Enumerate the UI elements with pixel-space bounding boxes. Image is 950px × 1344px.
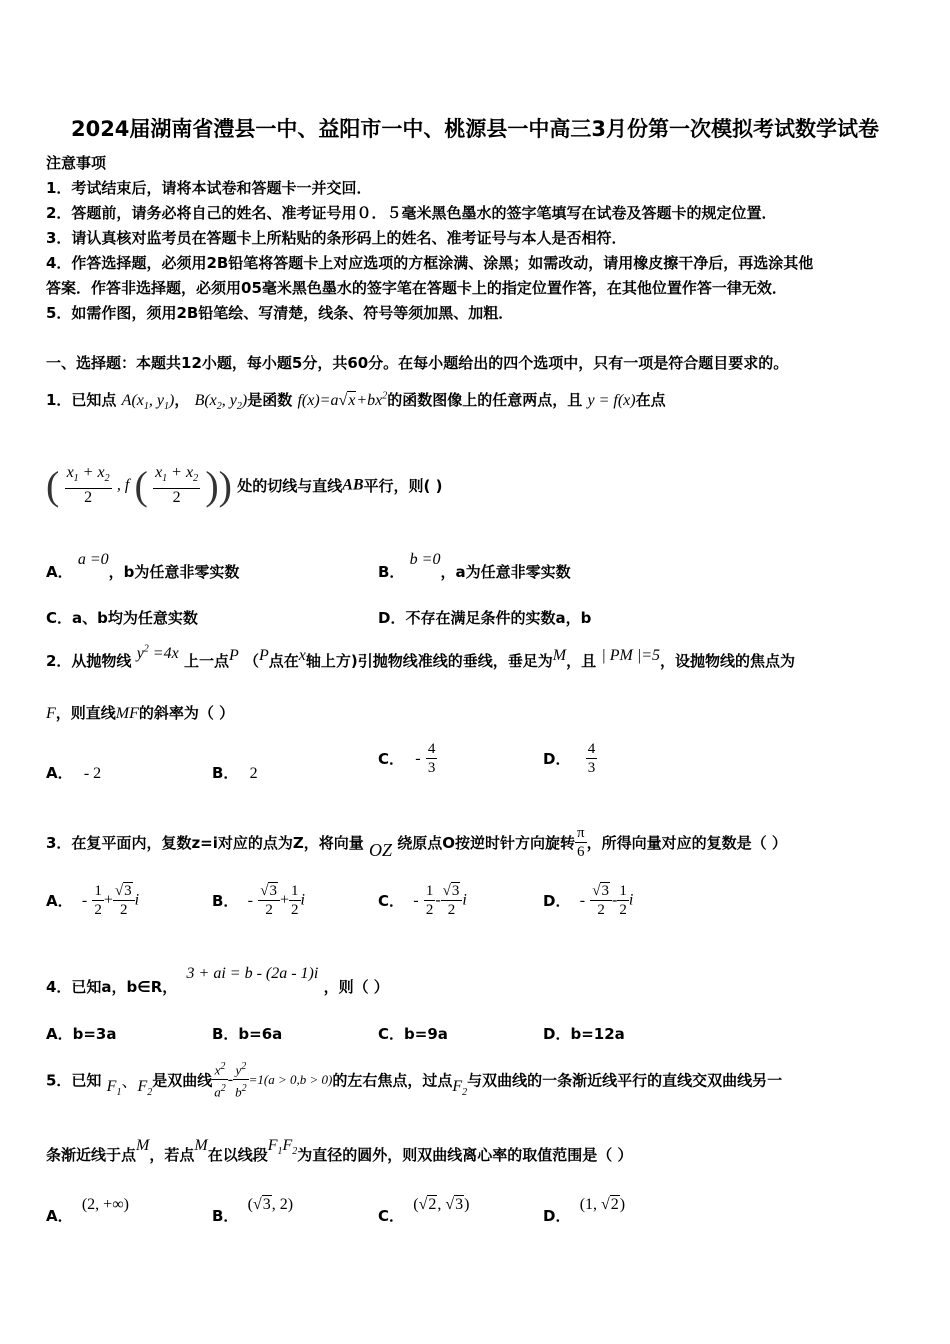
option-value: (√2, √3): [413, 1196, 470, 1213]
q5-text: 条渐近线于点: [46, 1146, 137, 1164]
question-5-line2: [46, 1134, 633, 1164]
question-5: 5．已知 $F_1$、$F_2$是双曲线 $\frac{x^2}{a^2}$ - $\frac{y^2}{b^2}$ =1(a > 0,b > 0)的左右焦点，过点$F_2$与双曲线的一条渐近线平行的直线交双曲线另一: [46, 1058, 782, 1102]
math-y-eq: y = f(x): [587, 392, 636, 409]
notice-item: 2．答题前，请务必将自己的姓名、准考证号用０．５毫米黑色墨水的签字笔填写在试卷及答题卡的规定位置．: [46, 204, 777, 222]
q1-option-c[interactable]: C．a、b均为任意实数: [46, 609, 198, 627]
q1-text: 是函数: [247, 391, 293, 409]
option-label: C．: [378, 892, 405, 910]
math-frac: $\frac{x_1 + x_2}{2}$: [66, 463, 110, 507]
option-text: ，b为任意非零实数: [108, 563, 240, 581]
q2-text: 上一点: [183, 652, 229, 670]
q3-option-c[interactable]: C． - $\frac{1}{2}$ - $\frac{√3}{2}$ i: [378, 883, 467, 918]
math-frac: $\frac{x^2}{a^2}$: [212, 1058, 228, 1102]
math-f1f2: $F_1F_2$: [267, 1137, 298, 1158]
question-2-line2: [46, 702, 234, 723]
math-p: P: [228, 647, 239, 664]
q5-option-b[interactable]: [212, 1193, 294, 1225]
notice-item: 5．如需作图，须用2B铅笔绘、写清楚，线条、符号等须加黑、加粗．: [46, 304, 514, 322]
q1-option-d[interactable]: D．不存在满足条件的实数a，b: [378, 609, 592, 627]
option-value: (2, +∞): [81, 1196, 129, 1213]
math-parabola: $y^2 =4x$: [136, 643, 179, 662]
math-frac: $\frac{x_1 + x_2}{2}$: [155, 463, 199, 507]
math-oz: OZ: [369, 840, 393, 860]
q4-option-c[interactable]: C．b=9a: [378, 1025, 448, 1043]
option-label: B．: [378, 563, 405, 581]
q3-text: 绕原点O按逆时针方向旋转: [397, 834, 576, 852]
notice-heading: 注意事项: [46, 154, 107, 172]
math-a-eq: a =0: [77, 551, 109, 568]
q3-option-b[interactable]: B． - $\frac{√3}{2}$ + $\frac{1}{2}$ i: [212, 883, 305, 918]
option-value: 2: [249, 765, 258, 782]
q1-text: 平行，则( ): [363, 477, 443, 495]
math-pm: | PM |=5: [601, 647, 661, 664]
q2-option-c[interactable]: [378, 740, 437, 777]
math-f-point: F: [46, 705, 56, 722]
math-mf: MF: [115, 705, 139, 722]
math-m: M: [194, 1137, 208, 1154]
q5-text: ，若点: [149, 1146, 195, 1164]
option-label: C．: [378, 750, 405, 768]
q1-text: 的函数图像上的任意两点，且: [387, 391, 583, 409]
notice-item: 4．作答选择题，必须用2B铅笔将答题卡上对应选项的方框涂满、涂黑；如需改动，请用橡皮擦干净后，再选涂其他: [46, 254, 814, 272]
math-point-a: $A(x_1$, $y_1$): [121, 392, 175, 413]
notice-item: 1．考试结束后，请将本试卷和答题卡一并交回．: [46, 179, 372, 197]
q3-text: 3．在复平面内，复数z=i对应的点为Z，将向量: [46, 834, 364, 852]
question-2: [46, 643, 796, 671]
notice-item: 答案．作答非选择题，必须用05毫米黑色墨水的签字笔在答题卡上的指定位置作答，在其他位置作答一律无效．: [46, 279, 787, 297]
option-label: D．: [543, 892, 571, 910]
q2-text: ，且: [566, 652, 597, 670]
q5-option-d[interactable]: [543, 1193, 626, 1225]
option-value: (√3, 2): [247, 1196, 294, 1213]
math-frac: $\frac{4}{3}$: [587, 741, 596, 776]
q4-text: 4．已知a，b∈R，: [46, 978, 178, 996]
math-f1: $F_1$: [106, 1077, 122, 1098]
q5-text: 为直径的圆外，则双曲线离心率的取值范围是（ ）: [297, 1146, 633, 1164]
math-condition: =1(a > 0,b > 0): [248, 1071, 333, 1087]
math-frac: $\frac{y^2}{b^2}$: [233, 1058, 249, 1102]
q1-sep: ，: [174, 391, 190, 409]
q1-option-b[interactable]: [378, 548, 571, 581]
option-label: A．: [46, 563, 73, 581]
q2-text: ，则直线: [55, 704, 116, 722]
math-paren: (: [46, 463, 60, 508]
option-label: D．: [543, 1207, 571, 1225]
math-m: M: [136, 1137, 150, 1154]
q2-option-d[interactable]: [543, 740, 597, 777]
option-label: B．: [212, 892, 239, 910]
q4-text: ，则（ ）: [323, 978, 389, 996]
page-title: 2024届湖南省澧县一中、益阳市一中、桃源县一中高三3月份第一次模拟考试数学试卷: [70, 117, 880, 141]
q4-option-a[interactable]: A．b=3a: [46, 1025, 117, 1043]
q3-text: ，所得向量对应的复数是（ ）: [586, 834, 787, 852]
q4-option-b[interactable]: B．b=6a: [212, 1025, 283, 1043]
q2-text: （: [243, 652, 259, 670]
question-1: [46, 389, 666, 412]
q5-option-a[interactable]: [46, 1193, 129, 1225]
q3-option-a[interactable]: A． - $\frac{1}{2}$ + $\frac{√3}{2}$ i: [46, 883, 140, 918]
math-function: $f(x)=a√x+bx^2$: [297, 390, 388, 409]
math-frac: $\frac{4}{3}$: [427, 741, 436, 776]
math-m: M: [552, 647, 567, 664]
q1-text: 处的切线与直线: [237, 477, 343, 495]
math-b-eq: b =0: [409, 551, 441, 568]
math-paren: (: [134, 463, 148, 508]
math-x: x: [298, 647, 306, 664]
q5-text: 与双曲线的一条渐近线平行的直线交双曲线另一: [467, 1071, 783, 1090]
option-value: (1, √2): [579, 1196, 626, 1213]
math-f: , f: [116, 476, 130, 494]
option-label: B．: [212, 764, 239, 782]
q5-text: 是双曲线: [152, 1071, 213, 1090]
math-f2: $F_2$: [452, 1077, 468, 1098]
math-equation: 3 + ai = b - (2a - 1)i: [186, 965, 319, 982]
option-label: B．: [212, 1207, 239, 1225]
q4-option-d[interactable]: D．b=12a: [543, 1025, 625, 1043]
question-1-line2: [46, 462, 442, 509]
q5-text: 的左右焦点，过点: [332, 1071, 453, 1090]
option-label: A．: [46, 1207, 73, 1225]
math-p: P: [258, 647, 269, 664]
option-label: C．: [378, 1207, 405, 1225]
math-paren: )): [205, 463, 232, 508]
option-text: ，a为任意非零实数: [440, 563, 571, 581]
question-3: [46, 824, 787, 861]
q2-option-a[interactable]: [46, 762, 101, 783]
q1-text: 1．已知点: [46, 391, 117, 409]
q5-text: 在以线段: [207, 1146, 268, 1164]
notice-item: 3．请认真核对监考员在答题卡上所粘贴的条形码上的姓名、准考证号与本人是否相符．: [46, 229, 627, 247]
q1-text: 在点: [635, 391, 666, 409]
math-f2: $F_2$: [137, 1077, 153, 1098]
option-label: D．: [543, 750, 571, 768]
q2-text: 点在: [268, 652, 299, 670]
q2-text: 轴上方)引抛物线准线的垂线，垂足为: [305, 652, 553, 670]
q5-text: 5．已知: [46, 1071, 102, 1090]
q3-option-d[interactable]: D． - $\frac{√3}{2}$ - $\frac{1}{2}$ i: [543, 883, 634, 918]
math-ab: AB: [342, 476, 364, 494]
q1-option-a[interactable]: [46, 548, 240, 581]
q2-option-b[interactable]: [212, 762, 258, 783]
option-label: A．: [46, 892, 73, 910]
option-value: - 2: [83, 765, 102, 782]
question-4: [46, 962, 389, 996]
option-sign: -: [415, 749, 421, 767]
q2-text: 的斜率为（ ）: [138, 704, 235, 722]
q2-text: 2．从抛物线: [46, 652, 132, 670]
math-frac: $\frac{\pi}{6}$: [577, 825, 585, 860]
q5-option-c[interactable]: [378, 1193, 470, 1225]
math-point-b: $B(x_2$, $y_2$): [194, 392, 248, 413]
option-label: A．: [46, 764, 73, 782]
q2-text: ，设抛物线的焦点为: [660, 652, 796, 670]
section-heading: 一、选择题：本题共12小题，每小题5分，共60分。在每小题给出的四个选项中，只有一项是符合题目要求的。: [46, 354, 789, 372]
